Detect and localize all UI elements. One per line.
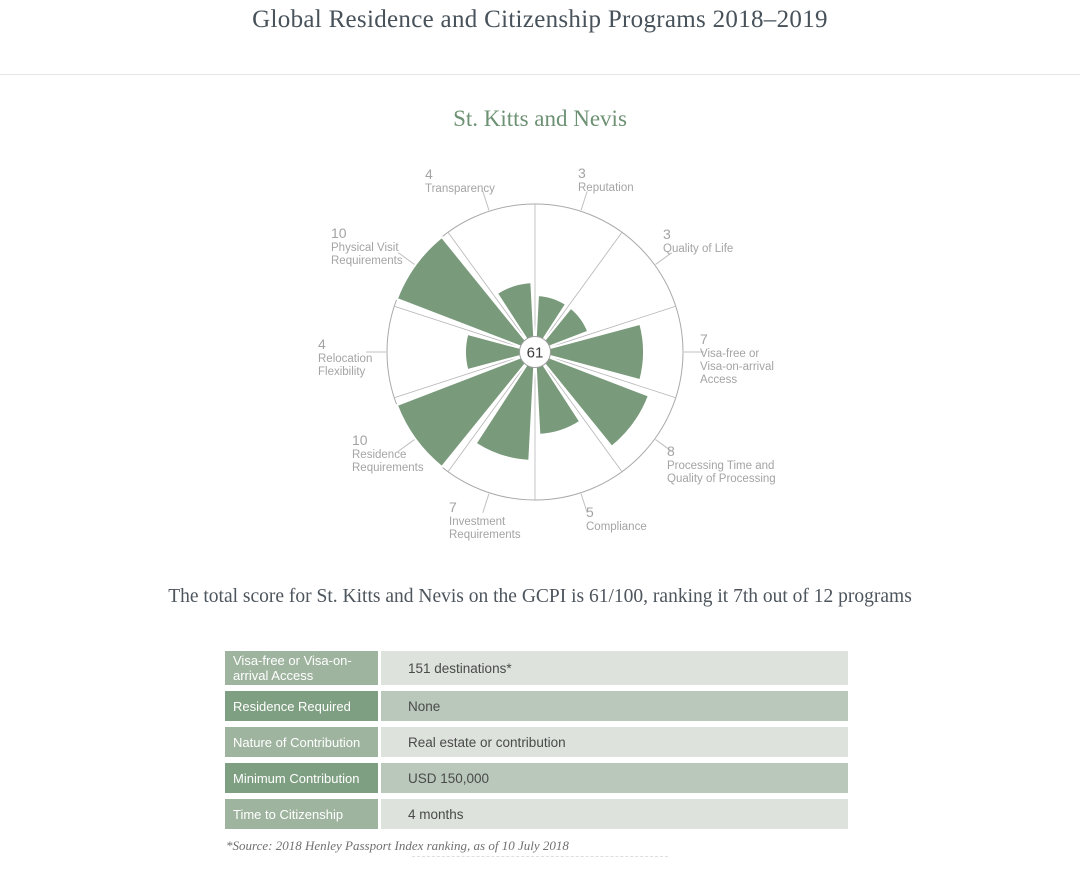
table-row-value: USD 150,000 xyxy=(381,763,848,793)
source-footnote: *Source: 2018 Henley Passport Index ranking, as of 10 July 2018 xyxy=(226,838,569,853)
center-score-value: 61 xyxy=(526,344,544,362)
chart-category-label xyxy=(667,443,776,486)
table-row-label: Visa-free or Visa-on-arrival Access xyxy=(225,651,378,685)
table-row-value: 4 months xyxy=(381,799,848,829)
chart-category-value: 4 xyxy=(318,336,326,352)
chart-category-label xyxy=(331,225,403,268)
chart-category-label xyxy=(663,226,733,256)
chart-category-name: Quality of Processing xyxy=(667,473,776,485)
chart-category-label xyxy=(578,165,634,195)
table-row xyxy=(225,727,848,757)
table-row-value: None xyxy=(381,691,848,721)
chart-category-name: Physical Visit xyxy=(331,242,399,254)
chart-category-name: Access xyxy=(700,374,738,386)
chart-category-name: Requirements xyxy=(352,462,424,474)
chart-category-name: Transparency xyxy=(425,183,495,195)
chart-category-label xyxy=(449,499,521,542)
table-row-value: 151 destinations* xyxy=(381,651,848,685)
summary-text: The total score for St. Kitts and Nevis on the GCPI is 61/100, ranking it 7th out of 12 programs xyxy=(168,586,912,607)
chart-category-label xyxy=(352,432,424,475)
chart-category-label xyxy=(700,331,774,387)
chart-category-name: Investment xyxy=(449,516,506,528)
chart-category-value: 5 xyxy=(586,504,594,520)
chart-category-name: Residence xyxy=(352,449,407,461)
table-row xyxy=(225,799,848,829)
chart-category-label xyxy=(425,166,495,196)
chart-category-value: 10 xyxy=(331,225,347,241)
chart-category-name: Relocation xyxy=(318,353,373,365)
chart-category-value: 8 xyxy=(667,443,675,459)
table-row xyxy=(225,651,848,685)
page-title: Global Residence and Citizenship Programs 2018–2019 xyxy=(252,6,828,33)
chart-category-name: Compliance xyxy=(586,521,647,533)
table-row-label: Nature of Contribution xyxy=(225,727,378,757)
chart-category-name: Visa-free or xyxy=(700,348,760,360)
info-table xyxy=(225,651,848,835)
table-row xyxy=(225,763,848,793)
table-row-label: Time to Citizenship xyxy=(225,799,378,829)
chart-category-value: 3 xyxy=(663,226,671,242)
chart-category-name: Processing Time and xyxy=(667,460,775,472)
table-row-label: Residence Required xyxy=(225,691,378,721)
chart-category-label xyxy=(586,504,647,534)
chart-category-label xyxy=(318,336,372,379)
chart-category-value: 7 xyxy=(449,499,457,515)
chart-category-name: Requirements xyxy=(449,529,521,541)
chart-category-value: 7 xyxy=(700,331,708,347)
table-row-value: Real estate or contribution xyxy=(381,727,848,757)
chart-category-value: 4 xyxy=(425,166,433,182)
chart-title: St. Kitts and Nevis xyxy=(453,106,627,131)
table-row xyxy=(225,691,848,721)
chart-category-value: 3 xyxy=(578,165,586,181)
faint-rule xyxy=(412,856,668,857)
chart-category-name: Quality of Life xyxy=(663,243,734,255)
chart-category-name: Flexibility xyxy=(318,366,366,378)
chart-category-name: Visa-on-arrival xyxy=(700,361,774,373)
chart-category-name: Requirements xyxy=(331,255,403,267)
chart-category-value: 10 xyxy=(352,432,368,448)
chart-category-name: Reputation xyxy=(578,182,634,194)
table-row-label: Minimum Contribution xyxy=(225,763,378,793)
